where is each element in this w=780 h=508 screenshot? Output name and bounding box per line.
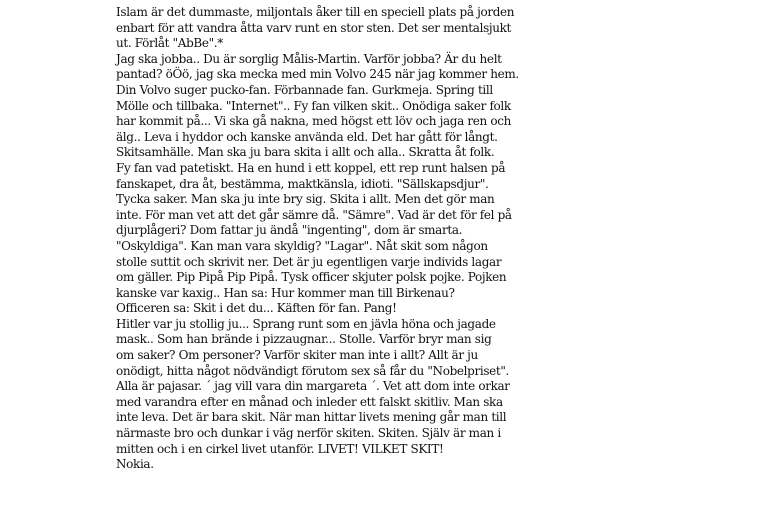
text-line: Officeren sa: Skit i det du... Käften för fan. Pang! (116, 301, 397, 316)
text-line: Mölle och tillbaka. "Internet".. Fy fan vilken skit.. Onödiga saker folk (116, 98, 511, 113)
text-line: Fy fan vad patetiskt. Ha en hund i ett koppel, ett rep runt halsen på (116, 160, 506, 175)
text-line: Hitler var ju stollig ju... Sprang runt som en jävla höna och jagade (116, 316, 496, 331)
text-line: djurplågeri? Dom fattar ju ändå "ingenting", dom är smarta. (116, 223, 463, 238)
text-line: enbart för att vandra åtta varv runt en stor sten. Det ser mentalsjukt (116, 20, 512, 35)
text-line: Skitsamhälle. Man ska ju bara skita i allt och alla.. Skratta åt folk. (116, 145, 495, 160)
text-line: Islam är det dummaste, miljontals åker till en speciell plats på jorden (116, 5, 515, 19)
text-line: Tycka saker. Man ska ju inte bry sig. Skita i allt. Men det gör man (116, 192, 495, 207)
text-line: Alla är pajasar. ´ jag vill vara din margareta ´. Vet att dom inte orkar (116, 379, 510, 394)
text-line: om gäller. Pip Pipå Pip Pipå. Tysk officer skjuter polsk pojke. Pojken (116, 270, 507, 285)
text-line: mask.. Som han brände i pizzaugnar... Stolle. Varför bryr man sig (116, 332, 492, 347)
text-line: inte leva. Det är bara skit. När man hittar livets mening går man till (116, 410, 507, 425)
text-line: inte. För man vet att det går sämre då. "Sämre". Vad är det för fel på (116, 207, 512, 222)
text-line: fanskapet, dra åt, bestämma, maktkänsla, idioti. "Sällskapsdjur". (116, 176, 489, 191)
text-line: älg.. Leva i hyddor och kanske använda eld. Det har gått för långt. (116, 129, 498, 144)
text-line: mitten och i en cirkel livet utanför. LIVET! VILKET SKIT! (116, 441, 444, 456)
document-body (116, 5, 636, 473)
text-line: Jag ska jobba.. Du är sorglig Målis-Martin. Varför jobba? Är du helt (116, 51, 502, 66)
text-line: har kommit på... Vi ska gå nakna, med högst ett löv och jaga ren och (116, 114, 511, 129)
text-line: om saker? Om personer? Varför skiter man inte i allt? Allt är ju (116, 348, 478, 363)
text-line: pantad? öÖö, jag ska mecka med min Volvo 245 när jag kommer hem. (116, 67, 519, 82)
text-line: Din Volvo suger pucko-fan. Förbannade fan. Gurkmeja. Spring till (116, 82, 493, 97)
text-line: ut. Förlåt "AbBe".* (116, 36, 223, 51)
text-line: närmaste bro och dunkar i väg nerför skiten. Skiten. Själv är man i (116, 426, 501, 441)
text-line: med varandra efter en månad och inleder ett falskt skitliv. Man ska (116, 394, 503, 409)
text-line: stolle suttit och skrivit ner. Det är ju egentligen varje individs lagar (116, 254, 502, 269)
text-line: kanske var kaxig.. Han sa: Hur kommer man till Birkenau? (116, 285, 455, 300)
text-line: Nokia. (116, 457, 154, 472)
text-line: onödigt, hitta något nödvändigt förutom sex så får du "Nobelpriset". (116, 363, 510, 378)
text-line: "Oskyldiga". Kan man vara skyldig? "Lagar". Nåt skit som någon (116, 238, 488, 253)
